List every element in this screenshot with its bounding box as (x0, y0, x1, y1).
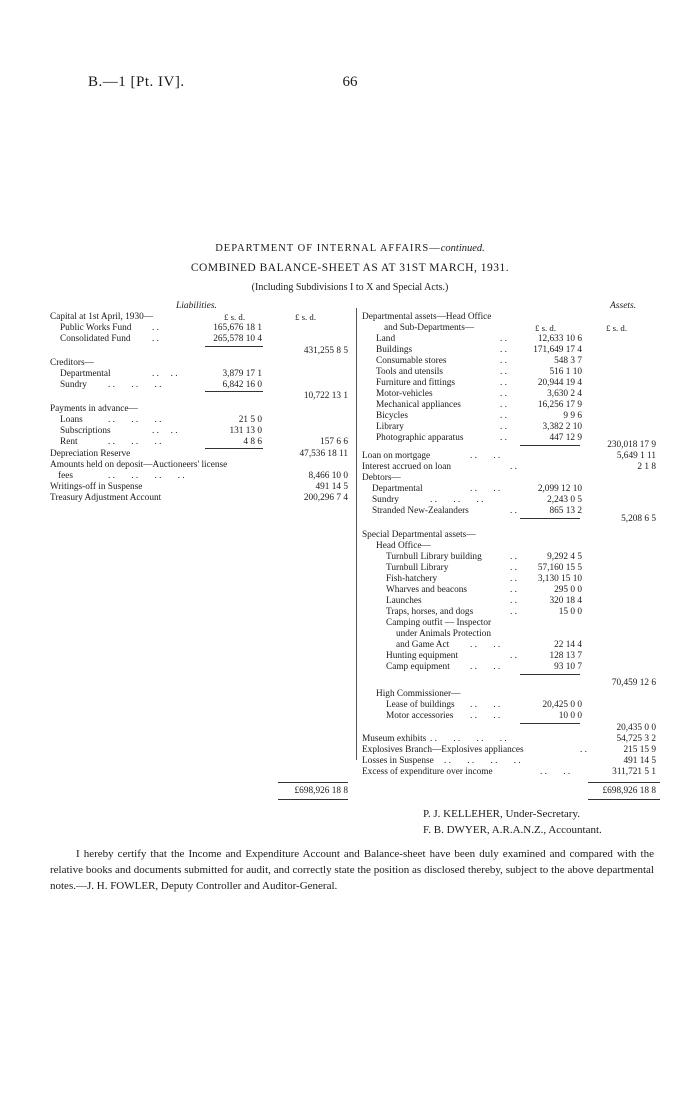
leader-dots: . . . . . . . . (430, 734, 507, 744)
special-item-amount: 9,292 4 5 (547, 552, 582, 562)
departmental-label: Departmental (60, 369, 111, 379)
leader-dots: . . (500, 400, 507, 410)
asset-item-amount: 447 12 9 (549, 433, 582, 443)
accountant-signature: F. B. DWYER, A.R.A.N.Z., Accountant. (423, 824, 602, 836)
debtors-sundry-label: Sundry (372, 495, 399, 505)
leader-dots: . . (152, 323, 159, 333)
special-item-label: Fish-hatchery (386, 574, 438, 584)
fees-amount: 8,466 10 0 (308, 471, 348, 481)
sundry-label: Sundry (60, 380, 87, 390)
continued-label: continued. (440, 243, 485, 254)
hunting-label: Hunting equipment (386, 651, 459, 661)
leader-dots: . . . . (470, 484, 501, 494)
leader-dots: . . (500, 389, 507, 399)
amounts-held-label: Amounts held on deposit—Auctioneers' license (50, 460, 228, 470)
assets-total-head: £ s. d. (606, 323, 628, 333)
leader-dots: . . . . (470, 700, 501, 710)
subtotal-rule (205, 391, 263, 392)
leader-dots: . . . . (470, 711, 501, 721)
excess-label: Excess of expenditure over income (362, 767, 493, 777)
dept-assets-label-cont: and Sub-Departments— (384, 323, 475, 333)
debtors-total: 5,208 6 5 (621, 514, 656, 524)
subtotal-rule (205, 346, 263, 347)
leader-dots: . . (510, 563, 517, 573)
asset-item-label: Library (376, 422, 404, 432)
special-item-amount: 57,160 15 5 (537, 563, 582, 573)
leader-dots: . . (500, 433, 507, 443)
payments-label: Payments in advance— (50, 404, 138, 414)
stranded-amount: 865 13 2 (549, 506, 582, 516)
creditors-label: Creditors— (50, 358, 94, 368)
total-rule (278, 799, 348, 800)
leader-dots: . . (510, 462, 517, 472)
camping-label-cont: under Animals Protection (396, 629, 492, 639)
consolidated-label: Consolidated Fund (60, 334, 131, 344)
liabilities-grand-total: £698,926 18 8 (294, 786, 348, 796)
asset-item-label: Photographic apparatus (376, 433, 464, 443)
leader-dots: . . (500, 411, 507, 421)
subscriptions-amount: 131 13 0 (229, 426, 262, 436)
leader-dots: . . (510, 552, 517, 562)
special-item-label: Launches (386, 596, 422, 606)
department-name: DEPARTMENT OF INTERNAL AFFAIRS— (215, 243, 441, 254)
depreciation-label: Depreciation Reserve (50, 449, 131, 459)
leader-dots: . . (500, 378, 507, 388)
lease-label: Lease of buildings (386, 700, 455, 710)
department-title (0, 243, 700, 254)
leader-dots: . . . . . . . . (444, 756, 521, 766)
leader-dots: . . . . . . (430, 495, 484, 505)
asset-item-amount: 3,382 2 10 (542, 422, 582, 432)
asset-item-amount: 20,944 19 4 (537, 378, 582, 388)
asset-item-label: Mechanical appliances (376, 400, 461, 410)
treasury-amount: 200,296 7 4 (303, 493, 348, 503)
asset-item-amount: 9 9 6 (563, 411, 582, 421)
leader-dots: . . . . (470, 451, 501, 461)
asset-item-label: Consumable stores (376, 356, 447, 366)
writings-off-amount: 491 14 5 (315, 482, 348, 492)
subtotal-rule (520, 518, 580, 519)
payments-total: 157 6 6 (320, 437, 348, 447)
audit-certificate: I hereby certify that the Income and Expenditure Account and Balance-sheet have been duly examined and compared with the relative books and documents submitted for audit, and correctly state the position as disclosed thereby, subject to the above departmental notes.—J. H. FOWLER, Deputy Controller and Auditor-General. (50, 848, 654, 892)
leader-dots: . . . . . . (108, 415, 162, 425)
leader-dots: . . (510, 596, 517, 606)
creditors-total: 10,722 13 1 (303, 391, 348, 401)
subtotal-rule (520, 674, 580, 675)
special-item-label: Wharves and beacons (386, 585, 468, 595)
loan-mortgage-label: Loan on mortgage (362, 451, 431, 461)
asset-item-amount: 12,633 10 6 (537, 334, 582, 344)
leader-dots: . . (500, 367, 507, 377)
subscriptions-label: Subscriptions (60, 426, 111, 436)
asset-item-label: Furniture and fittings (376, 378, 456, 388)
leader-dots: . . . . . . . . (108, 471, 185, 481)
total-rule (588, 799, 660, 800)
leader-dots: . . . . . . (108, 437, 162, 447)
asset-item-amount: 171,649 17 4 (533, 345, 582, 355)
public-works-amount: 165,676 18 1 (213, 323, 262, 333)
report-reference: B.—1 [Pt. IV]. (88, 74, 185, 90)
special-item-amount: 320 18 4 (549, 596, 582, 606)
explosives-label: Explosives Branch—Explosives appliances (362, 745, 524, 755)
rent-label: Rent (60, 437, 78, 447)
column-divider (356, 308, 357, 760)
leader-dots: . . (510, 585, 517, 595)
treasury-label: Treasury Adjustment Account (50, 493, 162, 503)
asset-item-amount: 16,256 17 9 (537, 400, 582, 410)
fees-label: fees (58, 471, 73, 481)
capital-label: Capital at 1st April, 1930— (50, 312, 154, 322)
subtotal-rule (520, 445, 580, 446)
losses-amount: 491 14 5 (623, 756, 656, 766)
high-commissioner-total: 20,435 0 0 (616, 723, 656, 733)
rent-amount: 4 8 6 (243, 437, 262, 447)
balance-sheet-title: COMBINED BALANCE-SHEET AS AT 31ST MARCH, 1931. (190, 262, 510, 274)
interest-label: Interest accrued on loan (362, 462, 452, 472)
hunting-amount: 128 13 7 (549, 651, 582, 661)
museum-label: Museum exhibits (362, 734, 427, 744)
asset-item-label: Tools and utensils (376, 367, 444, 377)
high-commissioner-label: High Commissioner— (376, 689, 461, 699)
page-number: 66 (342, 74, 358, 90)
dept-assets-total: 230,018 17 9 (607, 440, 656, 450)
leader-dots: . . . . (540, 767, 571, 777)
camping-label: Camping outfit — Inspector (386, 618, 492, 628)
liabilities-sub-head: £ s. d. (224, 312, 246, 322)
subtotal-rule (205, 448, 263, 449)
special-item-amount: 295 0 0 (554, 585, 582, 595)
leader-dots: . . (500, 422, 507, 432)
excess-amount: 311,721 5 1 (612, 767, 656, 777)
capital-total: 431,255 8 5 (303, 346, 348, 356)
leader-dots: . . (510, 651, 517, 661)
depreciation-amount: 47,536 18 11 (299, 449, 348, 459)
liabilities-total-head: £ s. d. (295, 312, 317, 322)
leader-dots: . . (500, 334, 507, 344)
assets-sub-head: £ s. d. (535, 323, 557, 333)
leader-dots: . . (152, 334, 159, 344)
motor-accessories-label: Motor accessories (386, 711, 454, 721)
asset-item-amount: 548 3 7 (554, 356, 582, 366)
losses-label: Losses in Suspense (362, 756, 434, 766)
subdivisions-note: (Including Subdivisions I to X and Special Acts.) (251, 282, 449, 293)
special-assets-label: Special Departmental assets— (362, 530, 476, 540)
leader-dots: . . (500, 356, 507, 366)
leader-dots: . . . . (152, 426, 178, 436)
sundry-amount: 6,842 16 0 (222, 380, 262, 390)
leader-dots: . . (510, 506, 517, 516)
leader-dots: . . . . (470, 662, 501, 672)
total-rule (278, 782, 348, 783)
debtors-sundry-amount: 2,243 0 5 (547, 495, 582, 505)
assets-grand-total: £698,926 18 8 (602, 786, 656, 796)
head-office-label: Head Office— (376, 541, 431, 551)
debtors-departmental-amount: 2,099 12 10 (537, 484, 582, 494)
loans-label: Loans (60, 415, 83, 425)
debtors-departmental-label: Departmental (372, 484, 423, 494)
debtors-label: Debtors— (362, 473, 401, 483)
dept-assets-label: Departmental assets—Head Office (362, 312, 492, 322)
departmental-amount: 3,879 17 1 (222, 369, 262, 379)
total-rule (588, 782, 660, 783)
writings-off-label: Writings-off in Suspense (50, 482, 143, 492)
asset-item-amount: 3,630 2 4 (547, 389, 582, 399)
leader-dots: . . . . . . (108, 380, 162, 390)
special-item-label: Turnbull Library (386, 563, 449, 573)
loan-mortgage-amount: 5,649 1 11 (616, 451, 656, 461)
camping-amount: 22 14 4 (554, 640, 582, 650)
camp-equipment-amount: 93 10 7 (554, 662, 582, 672)
stranded-label: Stranded New-Zealanders (372, 506, 469, 516)
camp-equipment-label: Camp equipment (386, 662, 450, 672)
public-works-label: Public Works Fund (60, 323, 132, 333)
asset-item-label: Motor-vehicles (376, 389, 433, 399)
special-total: 70,459 12 6 (611, 678, 656, 688)
special-item-amount: 3,130 15 10 (537, 574, 582, 584)
consolidated-amount: 265,578 10 4 (213, 334, 262, 344)
special-item-label: Turnbull Library building (386, 552, 482, 562)
explosives-amount: 215 15 9 (623, 745, 656, 755)
special-item-label: Traps, horses, and dogs (386, 607, 474, 617)
loans-amount: 21 5 0 (238, 415, 262, 425)
lease-amount: 20,425 0 0 (542, 700, 582, 710)
leader-dots: . . . . (470, 640, 501, 650)
under-secretary-signature: P. J. KELLEHER, Under-Secretary. (423, 808, 580, 820)
asset-item-label: Land (376, 334, 396, 344)
motor-accessories-amount: 10 0 0 (558, 711, 582, 721)
leader-dots: . . (510, 607, 517, 617)
leader-dots: . . . . (152, 369, 178, 379)
asset-item-label: Buildings (376, 345, 413, 355)
camping-label-cont: and Game Act (396, 640, 450, 650)
leader-dots: . . (500, 345, 507, 355)
asset-item-label: Bicycles (376, 411, 409, 421)
leader-dots: . . (580, 745, 587, 755)
assets-heading: Assets. (610, 301, 637, 311)
museum-amount: 54,725 3 2 (616, 734, 656, 744)
leader-dots: . . (510, 574, 517, 584)
subtotal-rule (520, 723, 580, 724)
interest-amount: 2 1 8 (637, 462, 656, 472)
asset-item-amount: 516 1 10 (549, 367, 582, 377)
special-item-amount: 15 0 0 (558, 607, 582, 617)
liabilities-heading: Liabilities. (176, 301, 217, 311)
